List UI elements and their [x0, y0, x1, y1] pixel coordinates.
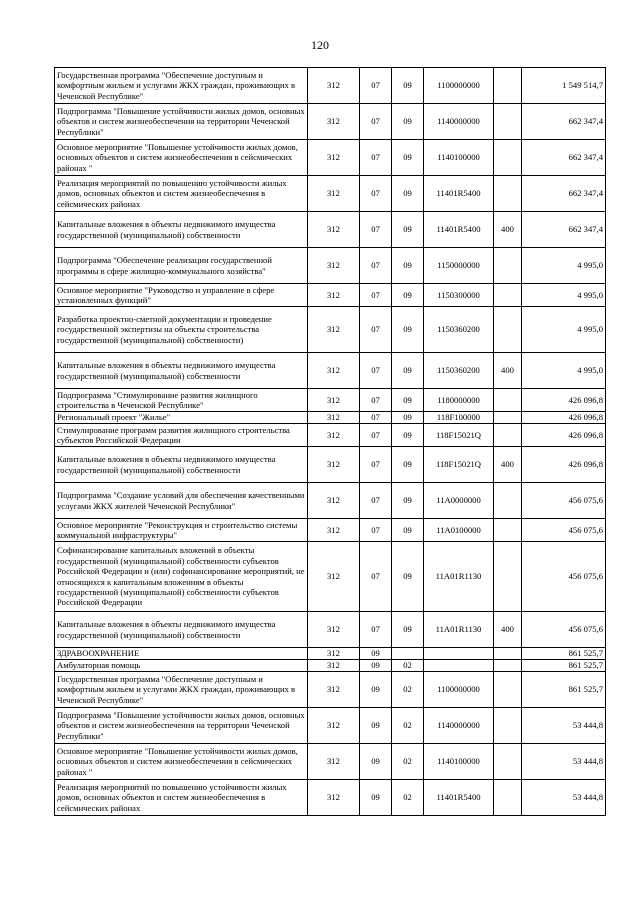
row-section-code: 07: [360, 424, 392, 447]
row-name: Основное мероприятие "Повышение устойчивости жилых домов, основных объектов и систем жизнеобеспечения в сейсмических районах ": [55, 140, 308, 176]
row-target-code: 1150000000: [424, 248, 494, 284]
row-target-code: 1140000000: [424, 708, 494, 744]
table-row: [55, 672, 606, 708]
row-amount: 53 444,8: [522, 744, 606, 780]
row-expense-type-code: [494, 542, 522, 612]
row-subsection-code: 09: [392, 248, 424, 284]
row-target-code: 1150300000: [424, 284, 494, 307]
row-target-code: 118F100000: [424, 412, 494, 424]
row-amount: 861 525,7: [522, 672, 606, 708]
row-section-code: 07: [360, 389, 392, 412]
row-section-code: 07: [360, 68, 392, 104]
row-ministry-code: 312: [308, 248, 360, 284]
row-expense-type-code: 400: [494, 212, 522, 248]
row-subsection-code: 09: [392, 68, 424, 104]
row-name: Региональный проект "Жилье": [55, 412, 308, 424]
budget-table: [54, 67, 606, 816]
row-amount: 53 444,8: [522, 780, 606, 816]
row-subsection-code: 09: [392, 412, 424, 424]
row-name: Капитальные вложения в объекты недвижимого имущества государственной (муниципальной) собственности: [55, 212, 308, 248]
row-subsection-code: 09: [392, 212, 424, 248]
row-expense-type-code: [494, 284, 522, 307]
table-row: [55, 176, 606, 212]
row-target-code: 1140100000: [424, 140, 494, 176]
row-section-code: 07: [360, 412, 392, 424]
row-name: Стимулирование программ развития жилищного строительства субъектов Российской Федерации: [55, 424, 308, 447]
table-body: [55, 68, 606, 816]
row-amount: 4 995,0: [522, 248, 606, 284]
row-section-code: 07: [360, 307, 392, 353]
table-row: [55, 483, 606, 519]
row-expense-type-code: 400: [494, 447, 522, 483]
row-ministry-code: 312: [308, 612, 360, 648]
row-amount: 662 347,4: [522, 104, 606, 140]
row-target-code: 11А01R1130: [424, 542, 494, 612]
row-name: Подпрограмма "Повышение устойчивости жилых домов, основных объектов и систем жизнеобеспечения на территории Чеченской Республики": [55, 104, 308, 140]
row-name: Реализация мероприятий по повышению устойчивости жилых домов, основных объектов и систем жизнеобеспечения в сейсмических районах: [55, 780, 308, 816]
row-expense-type-code: [494, 483, 522, 519]
row-subsection-code: 09: [392, 284, 424, 307]
row-expense-type-code: [494, 412, 522, 424]
row-amount: 426 096,8: [522, 412, 606, 424]
row-name: Основное мероприятие "Руководство и управление в сфере установленных функций": [55, 284, 308, 307]
row-expense-type-code: [494, 648, 522, 660]
row-ministry-code: 312: [308, 353, 360, 389]
row-section-code: 07: [360, 104, 392, 140]
row-name: Капитальные вложения в объекты недвижимого имущества государственной (муниципальной) собственности: [55, 447, 308, 483]
table-row: [55, 68, 606, 104]
table-row: [55, 744, 606, 780]
row-name: Капитальные вложения в объекты недвижимого имущества государственной (муниципальной) собственности: [55, 353, 308, 389]
row-name: Подпрограмма "Обеспечение реализации государственной программы в сфере жилищно-коммунального хозяйства": [55, 248, 308, 284]
row-amount: 861 525,7: [522, 648, 606, 660]
row-name: Подпрограмма "Стимулирование развития жилищного строительства в Чеченской Республике": [55, 389, 308, 412]
row-name: Подпрограмма "Повышение устойчивости жилых домов, основных объектов и систем жизнеобеспечения на территории Чеченской Республики": [55, 708, 308, 744]
row-expense-type-code: [494, 140, 522, 176]
row-name: Государственная программа "Обеспечение доступным и комфортным жильем и услугами ЖКХ граждан, проживающих в Чеченской Республике": [55, 672, 308, 708]
row-amount: 456 075,6: [522, 519, 606, 542]
row-name: Основное мероприятие "Реконструкция и строительство системы коммунальной инфраструктуры": [55, 519, 308, 542]
row-amount: 53 444,8: [522, 708, 606, 744]
row-ministry-code: 312: [308, 140, 360, 176]
row-expense-type-code: 400: [494, 353, 522, 389]
row-name: Реализация мероприятий по повышению устойчивости жилых домов, основных объектов и систем жизнеобеспечения в сейсмических районах: [55, 176, 308, 212]
row-ministry-code: 312: [308, 483, 360, 519]
row-target-code: 11А0000000: [424, 483, 494, 519]
row-name: Подпрограмма "Создание условий для обеспечения качественными услугами ЖКХ жителей Чеченской Республики": [55, 483, 308, 519]
row-expense-type-code: [494, 780, 522, 816]
row-amount: 662 347,4: [522, 140, 606, 176]
page-number: 120: [311, 38, 329, 52]
table-row: [55, 780, 606, 816]
row-amount: 4 995,0: [522, 307, 606, 353]
row-target-code: 11А01R1130: [424, 612, 494, 648]
row-section-code: 09: [360, 780, 392, 816]
row-expense-type-code: [494, 519, 522, 542]
row-subsection-code: 09: [392, 519, 424, 542]
row-ministry-code: 312: [308, 307, 360, 353]
table-row: [55, 424, 606, 447]
row-section-code: 07: [360, 284, 392, 307]
row-amount: 662 347,4: [522, 176, 606, 212]
row-ministry-code: 312: [308, 744, 360, 780]
row-subsection-code: 09: [392, 542, 424, 612]
row-name: Капитальные вложения в объекты недвижимого имущества государственной (муниципальной) собственности: [55, 612, 308, 648]
table-row: [55, 353, 606, 389]
row-ministry-code: 312: [308, 104, 360, 140]
row-amount: 1 549 514,7: [522, 68, 606, 104]
row-section-code: 09: [360, 660, 392, 672]
table-row: [55, 412, 606, 424]
row-target-code: 1100000000: [424, 68, 494, 104]
table-row: [55, 389, 606, 412]
row-section-code: 07: [360, 612, 392, 648]
row-section-code: 07: [360, 483, 392, 519]
row-subsection-code: 02: [392, 780, 424, 816]
row-amount: 426 096,8: [522, 424, 606, 447]
row-target-code: 1140000000: [424, 104, 494, 140]
row-ministry-code: 312: [308, 412, 360, 424]
row-name: ЗДРАВООХРАНЕНИЕ: [55, 648, 308, 660]
row-target-code: [424, 648, 494, 660]
row-subsection-code: 09: [392, 424, 424, 447]
row-section-code: 07: [360, 248, 392, 284]
row-expense-type-code: [494, 176, 522, 212]
row-subsection-code: 09: [392, 140, 424, 176]
row-expense-type-code: 400: [494, 612, 522, 648]
row-expense-type-code: [494, 744, 522, 780]
row-expense-type-code: [494, 424, 522, 447]
row-ministry-code: 312: [308, 780, 360, 816]
row-subsection-code: 09: [392, 307, 424, 353]
row-expense-type-code: [494, 307, 522, 353]
row-section-code: 09: [360, 744, 392, 780]
row-target-code: 1180000000: [424, 389, 494, 412]
row-ministry-code: 312: [308, 519, 360, 542]
row-subsection-code: 02: [392, 660, 424, 672]
row-ministry-code: 312: [308, 447, 360, 483]
table-row: [55, 248, 606, 284]
row-section-code: 07: [360, 447, 392, 483]
row-ministry-code: 312: [308, 660, 360, 672]
row-target-code: 118F15021Q: [424, 447, 494, 483]
row-target-code: 1150360200: [424, 307, 494, 353]
row-target-code: 11401R5400: [424, 212, 494, 248]
row-amount: 456 075,6: [522, 483, 606, 519]
row-name: Разработка проектно-сметной документации и проведение государственной экспертизы на объекты строительства государственной (муниципальной) собственности): [55, 307, 308, 353]
row-subsection-code: 09: [392, 104, 424, 140]
table-row: [55, 140, 606, 176]
row-expense-type-code: [494, 248, 522, 284]
row-section-code: 07: [360, 519, 392, 542]
row-ministry-code: 312: [308, 672, 360, 708]
row-amount: 4 995,0: [522, 353, 606, 389]
table-row: [55, 212, 606, 248]
row-section-code: 07: [360, 353, 392, 389]
row-ministry-code: 312: [308, 176, 360, 212]
row-amount: 4 995,0: [522, 284, 606, 307]
row-section-code: 09: [360, 708, 392, 744]
row-amount: 861 525,7: [522, 660, 606, 672]
row-target-code: 118F15021Q: [424, 424, 494, 447]
row-expense-type-code: [494, 104, 522, 140]
row-target-code: 1150360200: [424, 353, 494, 389]
row-subsection-code: 09: [392, 612, 424, 648]
row-subsection-code: 09: [392, 389, 424, 412]
table-row: [55, 660, 606, 672]
row-subsection-code: 02: [392, 744, 424, 780]
table-row: [55, 307, 606, 353]
row-expense-type-code: [494, 389, 522, 412]
row-expense-type-code: [494, 68, 522, 104]
row-section-code: 07: [360, 140, 392, 176]
table-row: [55, 542, 606, 612]
row-target-code: 11401R5400: [424, 176, 494, 212]
row-amount: 662 347,4: [522, 212, 606, 248]
row-amount: 456 075,6: [522, 542, 606, 612]
table-row: [55, 648, 606, 660]
row-ministry-code: 312: [308, 389, 360, 412]
table-row: [55, 519, 606, 542]
row-target-code: 1100000000: [424, 672, 494, 708]
row-section-code: 09: [360, 672, 392, 708]
row-target-code: 11А0100000: [424, 519, 494, 542]
table-row: [55, 447, 606, 483]
row-subsection-code: 09: [392, 447, 424, 483]
row-ministry-code: 312: [308, 648, 360, 660]
row-name: Амбулаторная помощь: [55, 660, 308, 672]
table-row: [55, 104, 606, 140]
row-expense-type-code: [494, 708, 522, 744]
row-subsection-code: 09: [392, 483, 424, 519]
row-amount: 426 096,8: [522, 447, 606, 483]
row-ministry-code: 312: [308, 542, 360, 612]
table-row: [55, 284, 606, 307]
row-name: Основное мероприятие "Повышение устойчивости жилых домов, основных объектов и систем жизнеобеспечения в сейсмических районах ": [55, 744, 308, 780]
row-target-code: 11401R5400: [424, 780, 494, 816]
row-amount: 456 075,6: [522, 612, 606, 648]
row-section-code: 07: [360, 176, 392, 212]
row-ministry-code: 312: [308, 212, 360, 248]
row-subsection-code: 09: [392, 353, 424, 389]
row-section-code: 07: [360, 542, 392, 612]
row-expense-type-code: [494, 660, 522, 672]
row-subsection-code: [392, 648, 424, 660]
row-name: Софинансирование капитальных вложений в объекты государственной (муниципальной) собственности субъектов Российской Федерации и (или) софинансирование мероприятий, не относящихся к капитальным вложениям в объекты государственной (муниципальной) собственности субъектов Российской Федерации: [55, 542, 308, 612]
row-subsection-code: 09: [392, 176, 424, 212]
row-subsection-code: 02: [392, 672, 424, 708]
row-subsection-code: 02: [392, 708, 424, 744]
row-section-code: 07: [360, 212, 392, 248]
row-ministry-code: 312: [308, 424, 360, 447]
table-row: [55, 708, 606, 744]
row-target-code: 1140100000: [424, 744, 494, 780]
row-expense-type-code: [494, 672, 522, 708]
row-ministry-code: 312: [308, 284, 360, 307]
table-row: [55, 612, 606, 648]
row-ministry-code: 312: [308, 708, 360, 744]
row-ministry-code: 312: [308, 68, 360, 104]
row-name: Государственная программа "Обеспечение доступным и комфортным жильем и услугами ЖКХ граждан, проживающих в Чеченской Республике": [55, 68, 308, 104]
row-section-code: 09: [360, 648, 392, 660]
row-target-code: [424, 660, 494, 672]
row-amount: 426 096,8: [522, 389, 606, 412]
